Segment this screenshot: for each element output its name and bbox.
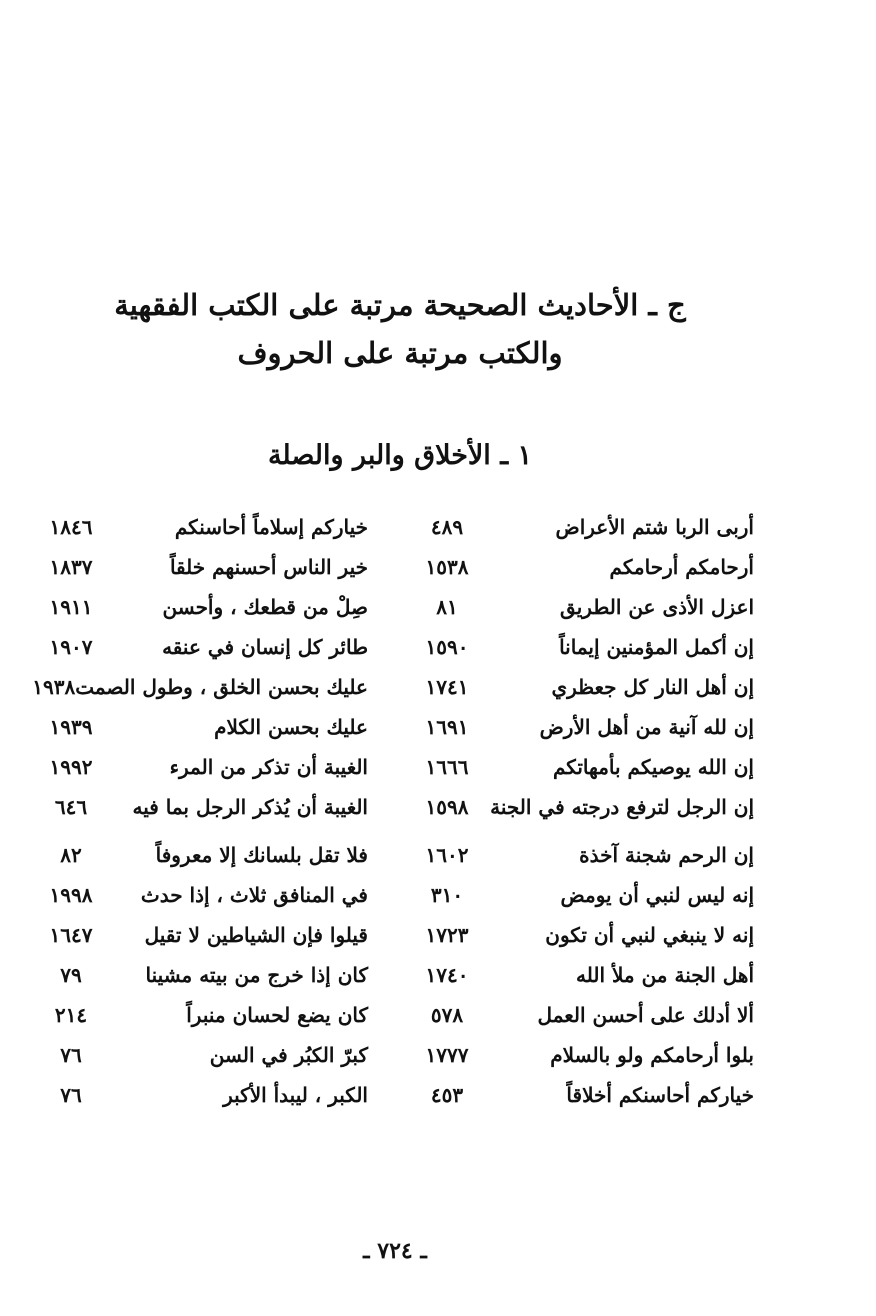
index-row <box>0 960 876 1000</box>
left-hadith-number: ٧٩ <box>60 963 82 987</box>
page-number: ـ ٧٢٤ ـ <box>363 1238 427 1264</box>
right-hadith-number: ٤٥٣ <box>430 1083 464 1107</box>
left-hadith-number: ١٩٠٧ <box>49 635 93 659</box>
right-hadith-text: أهل الجنة من ملأ الله <box>576 963 754 987</box>
right-hadith-text: إن أكمل المؤمنين إيماناً <box>559 635 754 659</box>
right-hadith-text: بلوا أرحامكم ولو بالسلام <box>550 1043 754 1067</box>
left-hadith-number: ١٨٤٦ <box>49 515 93 539</box>
right-hadith-text: أربى الربا شتم الأعراض <box>555 515 754 539</box>
left-hadith-text: فلا تقل بلسانك إلا معروفاً <box>155 843 368 867</box>
left-hadith-number: ٧٦ <box>60 1083 82 1107</box>
right-hadith-number: ٤٨٩ <box>430 515 464 539</box>
left-hadith-number: ٨٢ <box>60 843 82 867</box>
right-hadith-text: إن أهل النار كل جعظري <box>551 675 754 699</box>
right-hadith-number: ١٦٩١ <box>425 715 469 739</box>
index-row <box>0 1000 876 1040</box>
right-hadith-number: ١٧٤١ <box>425 675 469 699</box>
index-row <box>0 1080 876 1120</box>
left-hadith-text: كان إذا خرج من بيته مشينا <box>145 963 368 987</box>
left-hadith-number: ٧٦ <box>60 1043 82 1067</box>
right-hadith-text: أرحامكم أرحامكم <box>609 555 754 579</box>
left-hadith-text: خياركم إسلاماً أحاسنكم <box>174 515 368 539</box>
left-hadith-text: الغيبة أن تذكر من المرء <box>169 755 368 779</box>
right-hadith-number: ١٧٢٣ <box>425 923 469 947</box>
right-hadith-number: ١٧٤٠ <box>425 963 469 987</box>
chapter-title-line-2: والكتب مرتبة على الحروف <box>237 336 563 370</box>
index-row <box>0 752 876 792</box>
left-hadith-number: ٦٤٦ <box>54 795 88 819</box>
right-hadith-text: ألا أدلك على أحسن العمل <box>537 1003 754 1027</box>
left-hadith-number: ١٩٣٩ <box>49 715 93 739</box>
right-hadith-number: ١٧٧٧ <box>425 1043 469 1067</box>
left-hadith-text: طائر كل إنسان في عنقه <box>162 635 368 659</box>
left-hadith-number: ١٩٩٢ <box>49 755 93 779</box>
index-row <box>0 712 876 752</box>
right-hadith-number: ١٦٦٦ <box>425 755 469 779</box>
right-hadith-text: إنه ليس لنبي أن يومض <box>560 883 754 907</box>
right-hadith-text: اعزل الأذى عن الطريق <box>560 595 754 619</box>
index-row <box>0 1040 876 1080</box>
index-row <box>0 880 876 920</box>
left-hadith-text: خير الناس أحسنهم خلقاً <box>169 555 368 579</box>
index-row <box>0 552 876 592</box>
left-hadith-text: الكبر ، ليبدأ الأكبر <box>223 1083 368 1107</box>
left-hadith-text: الغيبة أن يُذكر الرجل بما فيه <box>132 795 368 819</box>
right-hadith-number: ١٥٣٨ <box>425 555 469 579</box>
left-hadith-number: ١٨٣٧ <box>49 555 93 579</box>
right-hadith-text: إن الرجل لترفع درجته في الجنة <box>490 795 754 819</box>
right-hadith-text: خياركم أحاسنكم أخلاقاً <box>566 1083 754 1107</box>
right-hadith-number: ١٥٩٠ <box>425 635 469 659</box>
section-heading: ١ ـ الأخلاق والبر والصلة <box>267 440 533 471</box>
left-hadith-text: في المنافق ثلاث ، إذا حدث <box>140 883 368 907</box>
index-row <box>0 592 876 632</box>
right-hadith-number: ٣١٠ <box>430 883 464 907</box>
left-hadith-text: عليك بحسن الخلق ، وطول الصمت١٩٣٨ <box>32 675 368 699</box>
index-row <box>0 792 876 832</box>
index-row <box>0 512 876 552</box>
left-hadith-number: ١٩١١ <box>49 595 93 619</box>
left-hadith-number: ١٦٤٧ <box>49 923 93 947</box>
right-hadith-number: ١٦٠٢ <box>425 843 469 867</box>
right-hadith-text: إن الله يوصيكم بأمهاتكم <box>552 755 754 779</box>
right-hadith-number: ٥٧٨ <box>430 1003 464 1027</box>
left-hadith-text: عليك بحسن الكلام <box>214 715 368 739</box>
right-hadith-text: إنه لا ينبغي لنبي أن تكون <box>545 923 754 947</box>
left-hadith-text: كان يضع لحسان منبراً <box>186 1003 368 1027</box>
right-hadith-number: ١٥٩٨ <box>425 795 469 819</box>
right-hadith-text: إن الرحم شجنة آخذة <box>579 843 754 867</box>
index-row <box>0 840 876 880</box>
index-row <box>0 920 876 960</box>
index-row <box>0 672 876 712</box>
left-hadith-text: قيلوا فإن الشياطين لا تقيل <box>144 923 368 947</box>
chapter-title-line-1: ج ـ الأحاديث الصحيحة مرتبة على الكتب الفقهية <box>114 288 686 322</box>
index-row <box>0 632 876 672</box>
left-hadith-number: ٢١٤ <box>54 1003 88 1027</box>
right-hadith-number: ٨١ <box>436 595 458 619</box>
left-hadith-text: كبرّ الكبُر في السن <box>209 1043 368 1067</box>
left-hadith-text: صِلْ من قطعك ، وأحسن <box>162 595 368 619</box>
left-hadith-number: ١٩٩٨ <box>49 883 93 907</box>
right-hadith-text: إن لله آنية من أهل الأرض <box>539 715 754 739</box>
